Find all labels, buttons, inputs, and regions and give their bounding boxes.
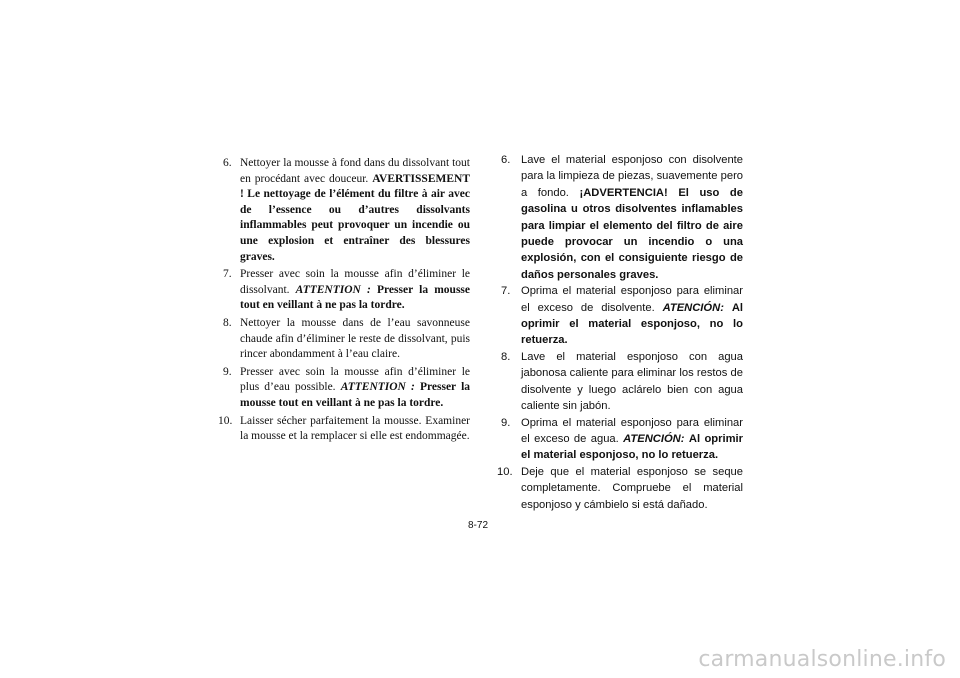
item-number: 10. [218,414,233,427]
item-text: Presser avec soin la mousse afin d’éliminer le dissolvant. [240,268,470,296]
item-body [521,415,743,464]
item-body [521,464,743,513]
item-number: 10. [497,465,513,478]
list-item-fr-10 [218,414,470,445]
item-body [240,365,470,412]
page-number: 8-72 [468,520,489,531]
item-body [240,267,470,314]
list-item-es-6 [497,152,743,283]
item-text: Presser avec soin la mousse afin d’éliminer le plus d’eau possible. [240,365,470,394]
attention-label: ATTENTION : [340,381,415,394]
item-body [521,349,743,415]
item-body [521,152,743,283]
attention-label: ATENCIÓN: [623,432,685,445]
item-text: Nettoyer la mousse à fond dans du dissolvant tout en procédant avec douceur. [240,157,470,185]
item-text: Oprima el material esponjoso para eliminar el exceso de disolvente. [521,285,743,314]
warning-text: ¡ADVERTENCIA! El uso de gasolina u otros disolventes inflamables para limpiar el elemento del filtro de aire puede provocar un incendio o una explosión, con el consiguiente riesgo de daños personales graves. [521,186,743,281]
item-text: Oprima el material esponjoso para eliminar el exceso de agua. [521,416,743,445]
item-text: Lave el material esponjoso con agua jabonosa caliente para eliminar los restos de disolvente y luego aclárelo bien con agua caliente sin jabón. [521,350,743,413]
item-number: 9. [501,416,511,429]
attention-text: Presser la mousse tout en veillant à ne pas la tordre. [240,283,470,312]
attention-label: ATENCIÓN: [662,301,724,314]
item-text: Deje que el material esponjoso se seque completamente. Compruebe el material esponjoso y cámbielo si está dañado. [521,465,743,511]
list-item-fr-9 [218,365,470,412]
item-number: 8. [223,316,232,329]
warning-text: AVERTISSEMENT ! Le nettoyage de l’élément du filtre à air avec de l’essence ou d’autres dissolvants inflammables peut provoquer un incendie ou une explosion et entraîner des blessures graves. [240,172,470,263]
list-item-fr-6 [218,156,470,265]
list-item-es-7 [497,283,743,349]
list-item-fr-8 [218,316,470,363]
item-number: 7. [501,285,511,298]
list-item-fr-7 [218,267,470,314]
item-number: 8. [501,350,511,363]
item-text: Lave el material esponjoso con disolvente para la limpieza de piezas, suavemente pero a fondo. [521,154,744,199]
list-item-es-8 [497,349,743,415]
french-column [218,156,470,447]
item-text: Laisser sécher parfaitement la mousse. Examiner la mousse et la remplacer si elle est endommagée. [240,414,470,443]
item-number: 6. [501,154,511,166]
list-item-es-10 [497,464,743,513]
item-number: 7. [223,268,232,281]
attention-text: Presser la mousse tout en veillant à ne pas la tordre. [240,381,471,409]
spanish-column [497,152,743,513]
watermark: carmanualsonline.info [698,647,946,672]
attention-text: Al oprimir el material esponjoso, no lo retuerza. [521,301,744,347]
item-text: Nettoyer la mousse dans de l’eau savonneuse chaude afin d’éliminer le reste de dissolvant, puis rincer abondamment à l’eau claire. [240,316,470,361]
item-number: 6. [223,157,232,169]
item-number: 9. [223,365,232,378]
attention-label: ATTENTION : [295,283,371,296]
item-body [240,316,470,363]
item-body [521,283,743,349]
attention-text: Al oprimir el material esponjoso, no lo retuerza. [521,432,743,462]
item-body [240,156,470,265]
item-body [240,414,470,445]
list-item-es-9 [497,415,743,464]
